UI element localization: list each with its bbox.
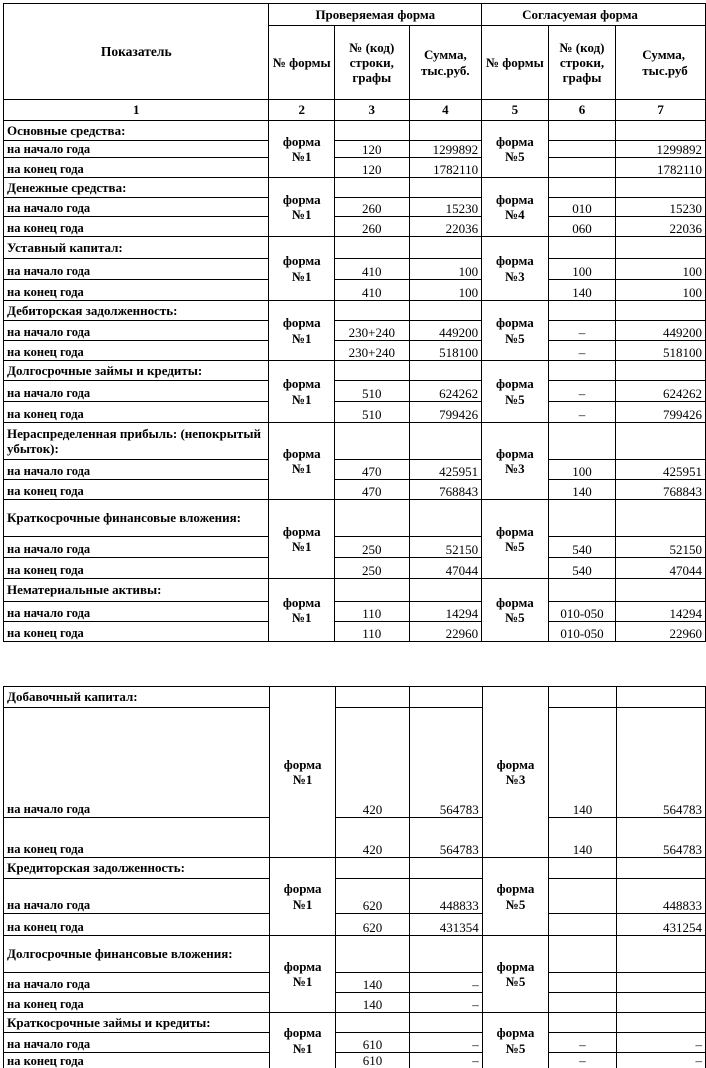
code-a-blank	[335, 500, 409, 537]
line-code-b: –	[548, 321, 616, 341]
sum-a: –	[410, 1053, 483, 1068]
section-title: Нераспределенная прибыль: (непокрытый убыток):	[4, 423, 269, 460]
sum-a-blank	[409, 301, 482, 321]
row-label-end: на конец года	[4, 1053, 270, 1068]
code-b-blank	[549, 1013, 616, 1033]
code-b-blank	[548, 237, 616, 259]
section-title: Денежные средства:	[4, 178, 269, 198]
table-row	[4, 341, 706, 361]
header-sum-a: Сумма, тыс.руб.	[409, 26, 482, 100]
form-a-cell: форма №1	[269, 423, 335, 500]
row-label-end: на конец года	[4, 280, 269, 301]
sum-a: 431354	[410, 914, 483, 936]
sum-b: 564783	[616, 818, 705, 858]
section-title-row	[4, 178, 706, 198]
table-row	[4, 381, 706, 402]
line-code-b: 100	[548, 259, 616, 280]
sum-a: 564783	[410, 818, 483, 858]
sum-b: 799426	[616, 402, 706, 423]
row-label-end: на конец года	[4, 480, 269, 500]
section-title-row	[4, 687, 706, 708]
table-body-continued	[4, 687, 706, 1068]
row-label-end: на конец года	[4, 818, 270, 858]
header-line-no-b: № (код) строки, графы	[548, 26, 616, 100]
line-code-b: 140	[549, 818, 616, 858]
form-b-cell: форма №5	[482, 858, 549, 936]
code-a-blank	[335, 237, 409, 259]
sum-b: 449200	[616, 321, 706, 341]
code-b-blank	[548, 500, 616, 537]
line-code-a: 250	[335, 537, 409, 558]
table-row	[4, 993, 706, 1013]
row-label-start: на начало года	[4, 602, 269, 622]
line-code-a: 610	[335, 1033, 409, 1053]
code-b-blank	[548, 361, 616, 381]
sum-a: 15230	[409, 198, 482, 217]
code-a-blank	[335, 121, 409, 141]
sum-b: 431254	[616, 914, 705, 936]
sum-a: 100	[409, 259, 482, 280]
row-label-start: на начало года	[4, 708, 270, 818]
code-b-blank	[548, 301, 616, 321]
sum-a: 47044	[409, 558, 482, 579]
section-title: Краткосрочные финансовые вложения:	[4, 500, 269, 537]
line-code-b: 100	[548, 460, 616, 480]
form-a-cell: форма №1	[270, 858, 336, 936]
form-a-cell: форма №1	[269, 237, 335, 301]
table-row	[4, 622, 706, 642]
table-row	[4, 914, 706, 936]
col-number-3: 3	[335, 100, 409, 121]
table-row	[4, 280, 706, 301]
table-row	[4, 879, 706, 914]
sum-b-blank	[616, 579, 706, 602]
code-a-blank	[335, 178, 409, 198]
line-code-b: –	[548, 402, 616, 423]
section-title: Дебиторская задолженность:	[4, 301, 269, 321]
code-b-blank	[548, 178, 616, 198]
code-a-blank	[335, 361, 409, 381]
header-form-no-b: № формы	[482, 26, 549, 100]
sum-b: 15230	[616, 198, 706, 217]
sum-b-blank	[616, 858, 705, 879]
sum-a: –	[410, 993, 483, 1013]
form-b-cell: форма №5	[482, 301, 549, 361]
header-checked-form: Проверяемая форма	[269, 4, 482, 26]
sum-a: 449200	[409, 321, 482, 341]
sum-a: 425951	[409, 460, 482, 480]
sum-b	[616, 993, 705, 1013]
line-code-a: 470	[335, 460, 409, 480]
line-code-b: 140	[549, 708, 616, 818]
row-label-start: на начало года	[4, 141, 269, 158]
line-code-a: 410	[335, 259, 409, 280]
sum-a: 564783	[410, 708, 483, 818]
form-b-cell: форма №5	[482, 500, 549, 579]
form-a-cell: форма №1	[269, 121, 335, 178]
table-row	[4, 158, 706, 178]
section-title: Краткосрочные займы и кредиты:	[4, 1013, 270, 1033]
code-a-blank	[335, 423, 409, 460]
header-agreed-form: Согласуемая форма	[482, 4, 706, 26]
sum-a: 52150	[409, 537, 482, 558]
sum-b: 564783	[616, 708, 705, 818]
sum-b: 624262	[616, 381, 706, 402]
code-b-blank	[548, 579, 616, 602]
section-title-row	[4, 579, 706, 602]
line-code-a: 110	[335, 602, 409, 622]
line-code-b: 540	[548, 537, 616, 558]
line-code-a: 140	[335, 993, 409, 1013]
header-form-no-a: № формы	[269, 26, 335, 100]
line-code-b: 540	[548, 558, 616, 579]
sum-b-blank	[616, 936, 705, 973]
col-number-6: 6	[548, 100, 616, 121]
table-row	[4, 558, 706, 579]
sum-b: 1299892	[616, 141, 706, 158]
line-code-a: 260	[335, 217, 409, 237]
sum-a: –	[410, 1033, 483, 1053]
sum-a: 624262	[409, 381, 482, 402]
sum-b-blank	[616, 1013, 705, 1033]
code-b-blank	[549, 936, 616, 973]
row-label-start: на начало года	[4, 973, 270, 993]
section-title: Долгосрочные финансовые вложения:	[4, 936, 270, 973]
line-code-b: 140	[548, 480, 616, 500]
form-a-cell: форма №1	[269, 579, 335, 642]
sum-a: 22036	[409, 217, 482, 237]
form-b-cell: форма №5	[482, 1013, 549, 1068]
sum-b: 22960	[616, 622, 706, 642]
line-code-b: –	[548, 381, 616, 402]
row-label-start: на начало года	[4, 879, 270, 914]
sum-a-blank	[410, 1013, 483, 1033]
sum-b: 47044	[616, 558, 706, 579]
col-number-5: 5	[482, 100, 549, 121]
row-label-end: на конец года	[4, 341, 269, 361]
sum-b: 425951	[616, 460, 706, 480]
section-title-row	[4, 500, 706, 537]
row-label-end: на конец года	[4, 217, 269, 237]
table-body	[4, 121, 706, 642]
section-title: Добавочный капитал:	[4, 687, 270, 708]
sum-a: 22960	[409, 622, 482, 642]
row-label-end: на конец года	[4, 993, 270, 1013]
line-code-b: 010-050	[548, 602, 616, 622]
row-label-start: на начало года	[4, 259, 269, 280]
sum-b: 100	[616, 280, 706, 301]
line-code-b	[549, 879, 616, 914]
table-row	[4, 198, 706, 217]
line-code-a: 260	[335, 198, 409, 217]
line-code-a: 470	[335, 480, 409, 500]
sum-a: 799426	[409, 402, 482, 423]
col-number-4: 4	[409, 100, 482, 121]
header-line-no-a: № (код) строки, графы	[335, 26, 409, 100]
line-code-b: 010	[548, 198, 616, 217]
sum-a: 1782110	[409, 158, 482, 178]
row-label-start: на начало года	[4, 460, 269, 480]
sum-b: 14294	[616, 602, 706, 622]
col-number-2: 2	[269, 100, 335, 121]
row-label-start: на начало года	[4, 381, 269, 402]
col-number-7: 7	[616, 100, 706, 121]
line-code-a: 120	[335, 158, 409, 178]
sum-b: 52150	[616, 537, 706, 558]
line-code-a: 510	[335, 402, 409, 423]
form-a-cell: форма №1	[269, 178, 335, 237]
code-b-blank	[549, 687, 616, 708]
sum-b	[616, 973, 705, 993]
code-a-blank	[335, 936, 409, 973]
row-label-start: на начало года	[4, 198, 269, 217]
section-title-row	[4, 361, 706, 381]
sum-a: –	[410, 973, 483, 993]
line-code-b	[549, 914, 616, 936]
row-label-start: на начало года	[4, 321, 269, 341]
form-b-cell: форма №3	[482, 423, 549, 500]
line-code-a: 420	[335, 708, 409, 818]
line-code-a: 140	[335, 973, 409, 993]
sum-a-blank	[410, 687, 483, 708]
sum-a-blank	[409, 237, 482, 259]
form-a-cell: форма №1	[269, 361, 335, 423]
line-code-b: 010-050	[548, 622, 616, 642]
line-code-b	[549, 993, 616, 1013]
form-b-cell: форма №5	[482, 121, 549, 178]
sum-b-blank	[616, 237, 706, 259]
table-row	[4, 708, 706, 818]
line-code-b: 140	[548, 280, 616, 301]
form-b-cell: форма №5	[482, 936, 549, 1013]
sum-a-blank	[409, 178, 482, 198]
row-label-end: на конец года	[4, 914, 270, 936]
section-title-row	[4, 237, 706, 259]
sum-b: 100	[616, 259, 706, 280]
sum-a: 1299892	[409, 141, 482, 158]
sum-b: –	[616, 1033, 705, 1053]
form-a-cell: форма №1	[270, 1013, 336, 1068]
section-title-row	[4, 1013, 706, 1033]
sum-a: 14294	[409, 602, 482, 622]
section-title: Уставный капитал:	[4, 237, 269, 259]
line-code-a: 250	[335, 558, 409, 579]
sum-a-blank	[409, 361, 482, 381]
sum-b-blank	[616, 301, 706, 321]
form-b-cell: форма №4	[482, 178, 549, 237]
sum-a: 768843	[409, 480, 482, 500]
sum-a-blank	[409, 121, 482, 141]
reconciliation-table	[3, 3, 706, 642]
line-code-a: 420	[335, 818, 409, 858]
line-code-b	[548, 141, 616, 158]
row-label-start: на начало года	[4, 1033, 270, 1053]
table-row	[4, 818, 706, 858]
sum-b-blank	[616, 121, 706, 141]
form-b-cell: форма №3	[482, 237, 549, 301]
form-a-cell: форма №1	[269, 500, 335, 579]
line-code-a: 230+240	[335, 321, 409, 341]
code-a-blank	[335, 301, 409, 321]
code-a-blank	[335, 687, 409, 708]
row-label-end: на конец года	[4, 158, 269, 178]
line-code-b: –	[548, 341, 616, 361]
sum-b: 768843	[616, 480, 706, 500]
sum-a-blank	[410, 858, 483, 879]
section-title-row	[4, 936, 706, 973]
line-code-b: 060	[548, 217, 616, 237]
sum-a-blank	[409, 423, 482, 460]
form-a-cell: форма №1	[270, 936, 336, 1013]
code-a-blank	[335, 1013, 409, 1033]
sum-b-blank	[616, 687, 705, 708]
line-code-b: –	[549, 1033, 616, 1053]
table-row	[4, 259, 706, 280]
table-row	[4, 973, 706, 993]
line-code-a: 110	[335, 622, 409, 642]
code-b-blank	[548, 423, 616, 460]
sum-a-blank	[409, 579, 482, 602]
section-title-row	[4, 121, 706, 141]
header-sum-b: Сумма, тыс.руб	[616, 26, 706, 100]
table-row	[4, 321, 706, 341]
table-row	[4, 480, 706, 500]
form-b-cell: форма №5	[482, 579, 549, 642]
line-code-a: 230+240	[335, 341, 409, 361]
section-title: Кредиторская задолженность:	[4, 858, 270, 879]
line-code-a: 610	[335, 1053, 409, 1068]
reconciliation-table-continued	[3, 686, 706, 1068]
section-title-row	[4, 858, 706, 879]
code-a-blank	[335, 858, 409, 879]
sum-b-blank	[616, 361, 706, 381]
sum-a-blank	[410, 936, 483, 973]
sum-b-blank	[616, 178, 706, 198]
row-label-end: на конец года	[4, 622, 269, 642]
sum-b-blank	[616, 423, 706, 460]
sum-a-blank	[409, 500, 482, 537]
sum-b: 448833	[616, 879, 705, 914]
header-indicator: Показатель	[4, 4, 269, 100]
sum-a: 448833	[410, 879, 483, 914]
line-code-a: 620	[335, 879, 409, 914]
line-code-a: 410	[335, 280, 409, 301]
section-title: Основные средства:	[4, 121, 269, 141]
col-number-1: 1	[4, 100, 269, 121]
table-row	[4, 217, 706, 237]
form-a-cell: форма №1	[270, 687, 336, 858]
section-title: Долгосрочные займы и кредиты:	[4, 361, 269, 381]
sum-b: –	[616, 1053, 705, 1068]
row-label-end: на конец года	[4, 402, 269, 423]
code-b-blank	[549, 858, 616, 879]
table-row	[4, 537, 706, 558]
code-a-blank	[335, 579, 409, 602]
table-row	[4, 1053, 706, 1068]
table-row	[4, 602, 706, 622]
line-code-a: 120	[335, 141, 409, 158]
table-row	[4, 1033, 706, 1053]
sum-b-blank	[616, 500, 706, 537]
line-code-a: 620	[335, 914, 409, 936]
form-b-cell: форма №3	[482, 687, 549, 858]
line-code-b	[548, 158, 616, 178]
form-b-cell: форма №5	[482, 361, 549, 423]
table-row	[4, 460, 706, 480]
section-title-row	[4, 301, 706, 321]
section-title: Нематериальные активы:	[4, 579, 269, 602]
line-code-a: 510	[335, 381, 409, 402]
line-code-b: –	[549, 1053, 616, 1068]
row-label-end: на конец года	[4, 558, 269, 579]
sum-b: 1782110	[616, 158, 706, 178]
section-title-row	[4, 423, 706, 460]
line-code-b	[549, 973, 616, 993]
table-row	[4, 141, 706, 158]
sum-b: 22036	[616, 217, 706, 237]
sum-a: 100	[409, 280, 482, 301]
sum-a: 518100	[409, 341, 482, 361]
sum-b: 518100	[616, 341, 706, 361]
row-label-start: на начало года	[4, 537, 269, 558]
code-b-blank	[548, 121, 616, 141]
form-a-cell: форма №1	[269, 301, 335, 361]
table-row	[4, 402, 706, 423]
